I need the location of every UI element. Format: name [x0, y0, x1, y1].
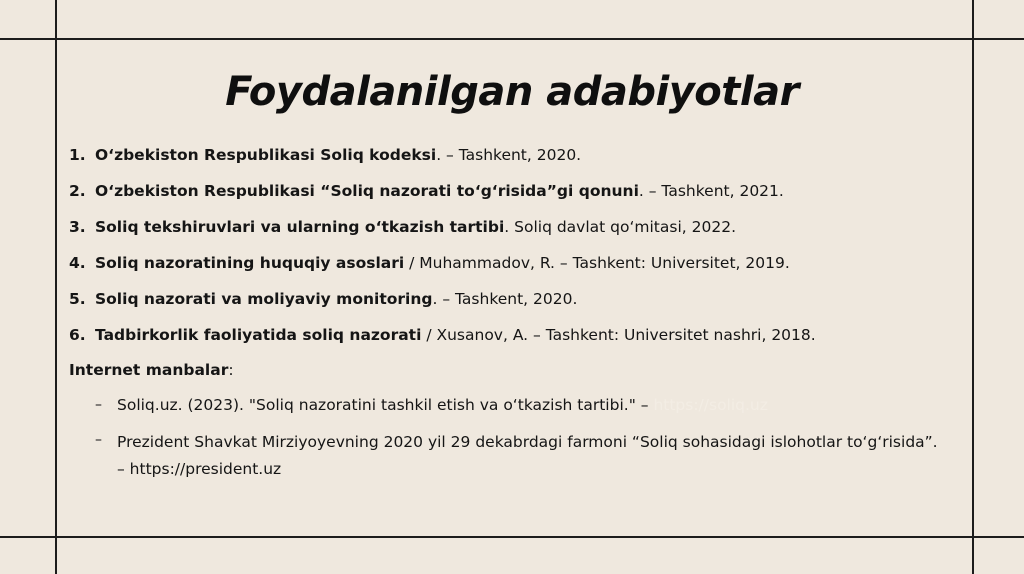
- reference-item: [69, 180, 949, 202]
- internet-sources-heading: Internet manbalar:: [69, 361, 234, 379]
- internet-source-link[interactable]: https://soliq.uz: [653, 396, 768, 414]
- page-title: Foydalanilgan adabiyotlar: [225, 69, 799, 115]
- reference-number: 6.: [69, 326, 86, 344]
- internet-source-item: [95, 394, 949, 416]
- reference-item: [69, 252, 949, 274]
- internet-source-text: Soliq.uz. (2023). "Soliq nazoratini tashkil etish va o‘tkazish tartibi." –: [117, 396, 654, 414]
- reference-title: Soliq nazorati va moliyaviy monitoring: [95, 290, 433, 308]
- reference-title: O‘zbekiston Respublikasi Soliq kodeksi: [95, 146, 437, 164]
- references-list: [69, 144, 949, 496]
- reference-details: / Xusanov, A. – Tashkent: Universitet nashri, 2018.: [421, 326, 816, 344]
- reference-title: Soliq nazoratining huquqiy asoslari: [95, 254, 405, 272]
- reference-item: [69, 144, 949, 166]
- reference-item: [69, 288, 949, 310]
- dash-bullet: –: [95, 397, 102, 413]
- reference-number: 1.: [69, 146, 86, 164]
- frame-line-top: [0, 38, 1024, 40]
- reference-details: . – Tashkent, 2020.: [432, 290, 578, 308]
- reference-details: . – Tashkent, 2021.: [638, 182, 784, 200]
- frame-line-bottom: [0, 536, 1024, 538]
- reference-number: 2.: [69, 182, 86, 200]
- reference-details: / Muhammadov, R. – Tashkent: Universitet, 2019.: [404, 254, 790, 272]
- dash-bullet: –: [95, 432, 102, 448]
- reference-number: 5.: [69, 290, 86, 308]
- reference-details: . Soliq davlat qo‘mitasi, 2022.: [504, 218, 736, 236]
- reference-title: O‘zbekiston Respublikasi “Soliq nazorati to‘g‘risida”gi qonuni: [95, 182, 639, 200]
- reference-details: . – Tashkent, 2020.: [436, 146, 582, 164]
- internet-source-text: Prezident Shavkat Mirziyoyevning 2020 yil 29 dekabrdagi farmoni “Soliq sohasidagi islohotlar to‘g‘risida”. – https://president.uz: [117, 433, 938, 478]
- reference-item: [69, 324, 949, 346]
- reference-title: Soliq tekshiruvlari va ularning o‘tkazish tartibi: [95, 218, 505, 236]
- reference-item: [69, 216, 949, 238]
- reference-number: 4.: [69, 254, 86, 272]
- reference-title: Tadbirkorlik faoliyatida soliq nazorati: [95, 326, 422, 344]
- internet-source-item: [95, 429, 949, 483]
- reference-number: 3.: [69, 218, 86, 236]
